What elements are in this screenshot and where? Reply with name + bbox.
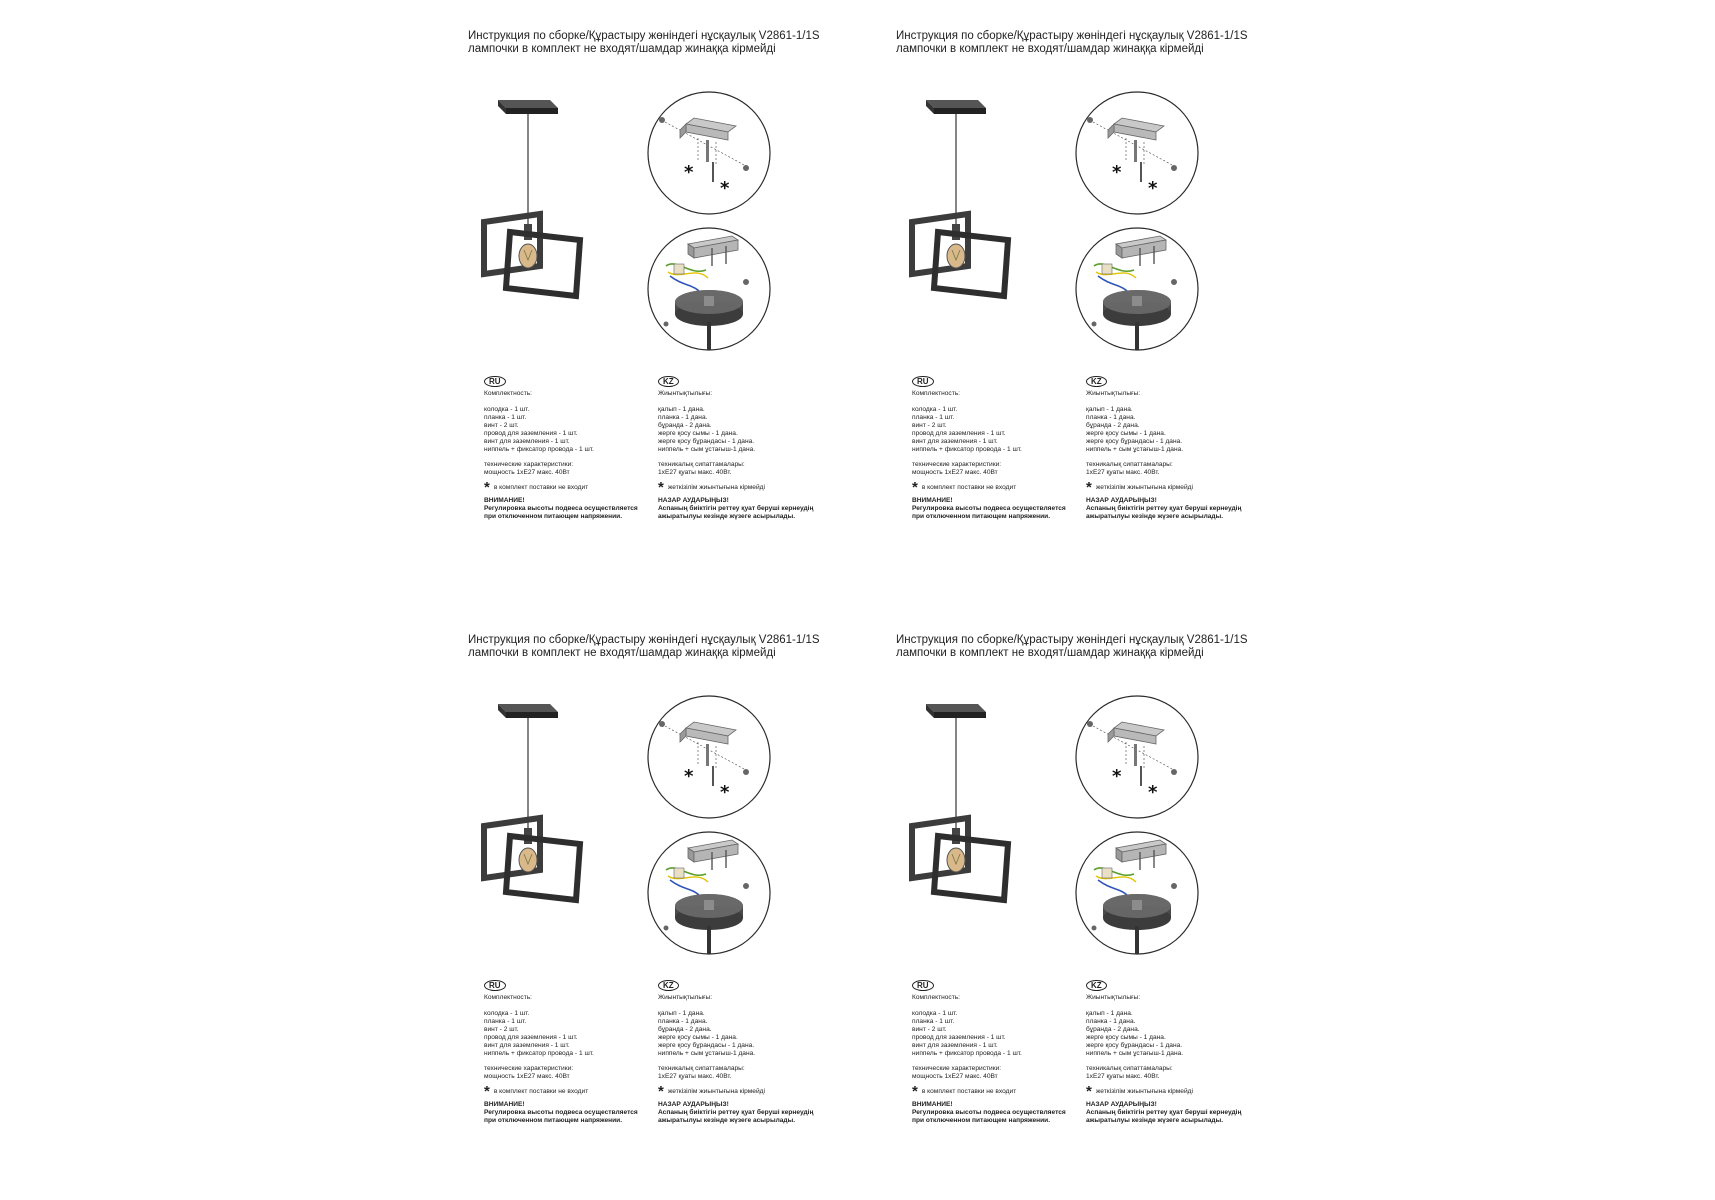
not-included-note [484, 479, 659, 496]
bracket-mount-diagram [646, 90, 772, 216]
sheet-header [896, 634, 1248, 660]
warning-title: НАЗАР АУДАРЫҢЫЗ! [1086, 497, 1157, 504]
warning-text: ажыратылуы кезінде жүзеге асырылады. [1086, 1117, 1224, 1124]
not-included-note [658, 1083, 833, 1100]
warning-block [484, 497, 659, 521]
star-icon: * [484, 479, 490, 496]
instruction-sheet [896, 30, 1276, 590]
list-item: провод для заземления - 1 шт. [912, 430, 1006, 437]
list-item: жерге қосу сымы - 1 дана. [1086, 1034, 1166, 1041]
kit-items-list [658, 1010, 833, 1058]
warning-text: Аспаның биіктігін реттеу қуат беруші кернеудің [1086, 505, 1242, 512]
kit-items-list [484, 1010, 659, 1058]
list-item: провод для заземления - 1 шт. [484, 1034, 578, 1041]
kit-title: Жиынтықтылығы: [658, 390, 713, 397]
list-item: провод для заземления - 1 шт. [912, 1034, 1006, 1041]
list-item: жерге қосу сымы - 1 дана. [658, 430, 738, 437]
kit-title: Жиынтықтылығы: [658, 994, 713, 1001]
warning-title: ВНИМАНИЕ! [912, 497, 953, 504]
note-text: жеткізілім жиынтығына кірмейді [1095, 484, 1193, 491]
note-text: жеткізілім жиынтығына кірмейді [667, 484, 765, 491]
list-item: колодка - 1 шт. [484, 1010, 530, 1017]
list-item: ниппель + фиксатор провода - 1 шт. [484, 1050, 594, 1057]
sheet-header [896, 30, 1248, 56]
warning-block [1086, 1101, 1261, 1125]
warning-title: НАЗАР АУДАРЫҢЫЗ! [658, 497, 729, 504]
warning-text: ажыратылуы кезінде жүзеге асырылады. [1086, 513, 1224, 520]
ru-language-badge: RU [484, 980, 506, 991]
ru-instructions [912, 980, 1087, 1125]
kz-language-badge: KZ [1086, 376, 1107, 387]
list-item: жерге қосу сымы - 1 дана. [658, 1034, 738, 1041]
warning-title: ВНИМАНИЕ! [484, 497, 525, 504]
kit-title: Жиынтықтылығы: [1086, 994, 1141, 1001]
instruction-sheet [896, 634, 1276, 1194]
warning-text: при отключенном питающем напряжении. [484, 1117, 623, 1124]
not-included-star-icon: * [1148, 782, 1158, 803]
warning-text: при отключенном питающем напряжении. [484, 513, 623, 520]
warning-title: НАЗАР АУДАРЫҢЫЗ! [1086, 1101, 1157, 1108]
list-item: жерге қосу бұрандасы - 1 дана. [658, 438, 755, 445]
kit-items-list [912, 1010, 1087, 1058]
header-title: Инструкция по сборке/Құрастыру жөніндегі нұсқаулық V2861-1/1S [896, 30, 1248, 42]
warning-text: Регулировка высоты подвеса осуществляется [484, 505, 638, 512]
star-icon: * [1086, 1083, 1092, 1100]
sheet-header [468, 634, 820, 660]
kit-title: Комплектность: [484, 994, 532, 1001]
list-item: планка - 1 шт. [912, 1018, 955, 1025]
note-text: в комплект поставки не входит [493, 484, 589, 491]
wiring-canopy-diagram [1074, 226, 1200, 352]
header-title: Инструкция по сборке/Құрастыру жөніндегі нұсқаулық V2861-1/1S [896, 634, 1248, 646]
wiring-canopy-diagram [646, 830, 772, 956]
pendant-lamp-illustration [908, 92, 1028, 352]
specs-value: мощность 1xE27 макс. 40Вт [484, 469, 570, 476]
specs-value: мощность 1xE27 макс. 40Вт [912, 469, 998, 476]
warning-block [912, 1101, 1087, 1125]
list-item: қалып - 1 дана. [658, 406, 705, 413]
specs-title: техникалық сипаттамалары: [658, 461, 745, 468]
list-item: жерге қосу сымы - 1 дана. [1086, 430, 1166, 437]
star-icon: * [912, 1083, 918, 1100]
warning-block [1086, 497, 1261, 521]
note-text: в комплект поставки не входит [921, 1088, 1017, 1095]
warning-text: Аспаның биіктігін реттеу қуат беруші кернеудің [1086, 1109, 1242, 1116]
warning-title: ВНИМАНИЕ! [484, 1101, 525, 1108]
list-item: планка - 1 шт. [484, 1018, 527, 1025]
not-included-star-icon: * [720, 178, 730, 199]
warning-block [658, 1101, 833, 1125]
list-item: ниппель + сым ұстағыш-1 дана. [658, 446, 756, 453]
list-item: винт - 2 шт. [484, 422, 519, 429]
kit-items-list [1086, 406, 1261, 454]
specs-title: техникалық сипаттамалары: [1086, 461, 1173, 468]
specs-value: 1xE27 қуаты макс. 40Вт. [1086, 469, 1160, 476]
wiring-canopy-diagram [646, 226, 772, 352]
not-included-note [912, 1083, 1087, 1100]
not-included-note [1086, 1083, 1261, 1100]
note-text: в комплект поставки не входит [921, 484, 1017, 491]
warning-text: при отключенном питающем напряжении. [912, 1117, 1051, 1124]
list-item: ниппель + сым ұстағыш-1 дана. [1086, 1050, 1184, 1057]
pendant-lamp-illustration [908, 696, 1028, 956]
wiring-canopy-diagram [1074, 830, 1200, 956]
kit-items-list [484, 406, 659, 454]
kz-instructions [1086, 980, 1261, 1125]
kit-title: Комплектность: [484, 390, 532, 397]
list-item: ниппель + фиксатор провода - 1 шт. [484, 446, 594, 453]
ru-instructions [912, 376, 1087, 521]
ru-instructions [484, 376, 659, 521]
not-included-star-icon: * [1112, 766, 1122, 787]
list-item: колодка - 1 шт. [912, 1010, 958, 1017]
warning-title: НАЗАР АУДАРЫҢЫЗ! [658, 1101, 729, 1108]
header-title: Инструкция по сборке/Құрастыру жөніндегі нұсқаулық V2861-1/1S [468, 30, 820, 42]
not-included-note [1086, 479, 1261, 496]
list-item: планка - 1 шт. [912, 414, 955, 421]
ru-language-badge: RU [912, 980, 934, 991]
sheet-header [468, 30, 820, 56]
list-item: планка - 1 шт. [484, 414, 527, 421]
warning-block [484, 1101, 659, 1125]
kit-items-list [1086, 1010, 1261, 1058]
pendant-lamp-illustration [480, 92, 600, 352]
list-item: жерге қосу бұрандасы - 1 дана. [1086, 1042, 1183, 1049]
warning-text: Аспаның биіктігін реттеу қуат беруші кернеудің [658, 505, 814, 512]
list-item: бұранда - 2 дана. [658, 1026, 712, 1033]
warning-block [912, 497, 1087, 521]
ru-instructions [484, 980, 659, 1125]
ru-language-badge: RU [484, 376, 506, 387]
kz-language-badge: KZ [658, 376, 679, 387]
warning-text: Регулировка высоты подвеса осуществляется [912, 505, 1066, 512]
star-icon: * [1086, 479, 1092, 496]
specs-value: 1xE27 қуаты макс. 40Вт. [1086, 1073, 1160, 1080]
list-item: винт для заземления - 1 шт. [912, 1042, 998, 1049]
kz-instructions [658, 980, 833, 1125]
list-item: жерге қосу бұрандасы - 1 дана. [658, 1042, 755, 1049]
note-text: в комплект поставки не входит [493, 1088, 589, 1095]
star-icon: * [912, 479, 918, 496]
list-item: қалып - 1 дана. [1086, 1010, 1133, 1017]
specs-title: технические характеристики: [484, 461, 574, 468]
list-item: винт - 2 шт. [484, 1026, 519, 1033]
bracket-mount-diagram [1074, 90, 1200, 216]
specs-title: техникалық сипаттамалары: [658, 1065, 745, 1072]
not-included-note [484, 1083, 659, 1100]
kit-title: Комплектность: [912, 994, 960, 1001]
list-item: провод для заземления - 1 шт. [484, 430, 578, 437]
list-item: винт - 2 шт. [912, 1026, 947, 1033]
header-subtitle: лампочки в комплект не входят/шамдар жинаққа кірмейді [896, 647, 1204, 659]
header-subtitle: лампочки в комплект не входят/шамдар жинаққа кірмейді [468, 647, 776, 659]
specs-value: мощность 1xE27 макс. 40Вт [484, 1073, 570, 1080]
note-text: жеткізілім жиынтығына кірмейді [667, 1088, 765, 1095]
list-item: жерге қосу бұрандасы - 1 дана. [1086, 438, 1183, 445]
warning-block [658, 497, 833, 521]
pendant-lamp-illustration [480, 696, 600, 956]
specs-value: 1xE27 қуаты макс. 40Вт. [658, 1073, 732, 1080]
list-item: қалып - 1 дана. [658, 1010, 705, 1017]
warning-text: ажыратылуы кезінде жүзеге асырылады. [658, 513, 796, 520]
star-icon: * [484, 1083, 490, 1100]
kz-instructions [1086, 376, 1261, 521]
note-text: жеткізілім жиынтығына кірмейді [1095, 1088, 1193, 1095]
kit-items-list [912, 406, 1087, 454]
warning-text: при отключенном питающем напряжении. [912, 513, 1051, 520]
kit-title: Комплектность: [912, 390, 960, 397]
not-included-star-icon: * [1112, 162, 1122, 183]
ru-language-badge: RU [912, 376, 934, 387]
star-icon: * [658, 1083, 664, 1100]
warning-text: ажыратылуы кезінде жүзеге асырылады. [658, 1117, 796, 1124]
specs-title: технические характеристики: [912, 1065, 1002, 1072]
warning-text: Регулировка высоты подвеса осуществляется [484, 1109, 638, 1116]
not-included-note [912, 479, 1087, 496]
kit-items-list [658, 406, 833, 454]
list-item: бұранда - 2 дана. [1086, 422, 1140, 429]
specs-title: техникалық сипаттамалары: [1086, 1065, 1173, 1072]
kz-instructions [658, 376, 833, 521]
instruction-sheet [468, 30, 848, 590]
warning-text: Регулировка высоты подвеса осуществляется [912, 1109, 1066, 1116]
warning-text: Аспаның биіктігін реттеу қуат беруші кернеудің [658, 1109, 814, 1116]
not-included-star-icon: * [684, 766, 694, 787]
list-item: планка - 1 дана. [658, 414, 708, 421]
list-item: колодка - 1 шт. [912, 406, 958, 413]
header-title: Инструкция по сборке/Құрастыру жөніндегі нұсқаулық V2861-1/1S [468, 634, 820, 646]
list-item: ниппель + сым ұстағыш-1 дана. [1086, 446, 1184, 453]
kz-language-badge: KZ [658, 980, 679, 991]
list-item: ниппель + сым ұстағыш-1 дана. [658, 1050, 756, 1057]
specs-value: 1xE27 қуаты макс. 40Вт. [658, 469, 732, 476]
not-included-star-icon: * [684, 162, 694, 183]
instruction-sheet [468, 634, 848, 1194]
list-item: винт для заземления - 1 шт. [484, 1042, 570, 1049]
list-item: қалып - 1 дана. [1086, 406, 1133, 413]
list-item: колодка - 1 шт. [484, 406, 530, 413]
bracket-mount-diagram [1074, 694, 1200, 820]
specs-title: технические характеристики: [912, 461, 1002, 468]
list-item: планка - 1 дана. [658, 1018, 708, 1025]
list-item: винт для заземления - 1 шт. [912, 438, 998, 445]
not-included-star-icon: * [720, 782, 730, 803]
bracket-mount-diagram [646, 694, 772, 820]
list-item: ниппель + фиксатор провода - 1 шт. [912, 1050, 1022, 1057]
header-subtitle: лампочки в комплект не входят/шамдар жинаққа кірмейді [896, 43, 1204, 55]
warning-title: ВНИМАНИЕ! [912, 1101, 953, 1108]
list-item: планка - 1 дана. [1086, 1018, 1136, 1025]
list-item: винт - 2 шт. [912, 422, 947, 429]
header-subtitle: лампочки в комплект не входят/шамдар жинаққа кірмейді [468, 43, 776, 55]
list-item: бұранда - 2 дана. [1086, 1026, 1140, 1033]
specs-value: мощность 1xE27 макс. 40Вт [912, 1073, 998, 1080]
list-item: винт для заземления - 1 шт. [484, 438, 570, 445]
specs-title: технические характеристики: [484, 1065, 574, 1072]
list-item: планка - 1 дана. [1086, 414, 1136, 421]
star-icon: * [658, 479, 664, 496]
not-included-note [658, 479, 833, 496]
kit-title: Жиынтықтылығы: [1086, 390, 1141, 397]
list-item: ниппель + фиксатор провода - 1 шт. [912, 446, 1022, 453]
kz-language-badge: KZ [1086, 980, 1107, 991]
list-item: бұранда - 2 дана. [658, 422, 712, 429]
not-included-star-icon: * [1148, 178, 1158, 199]
